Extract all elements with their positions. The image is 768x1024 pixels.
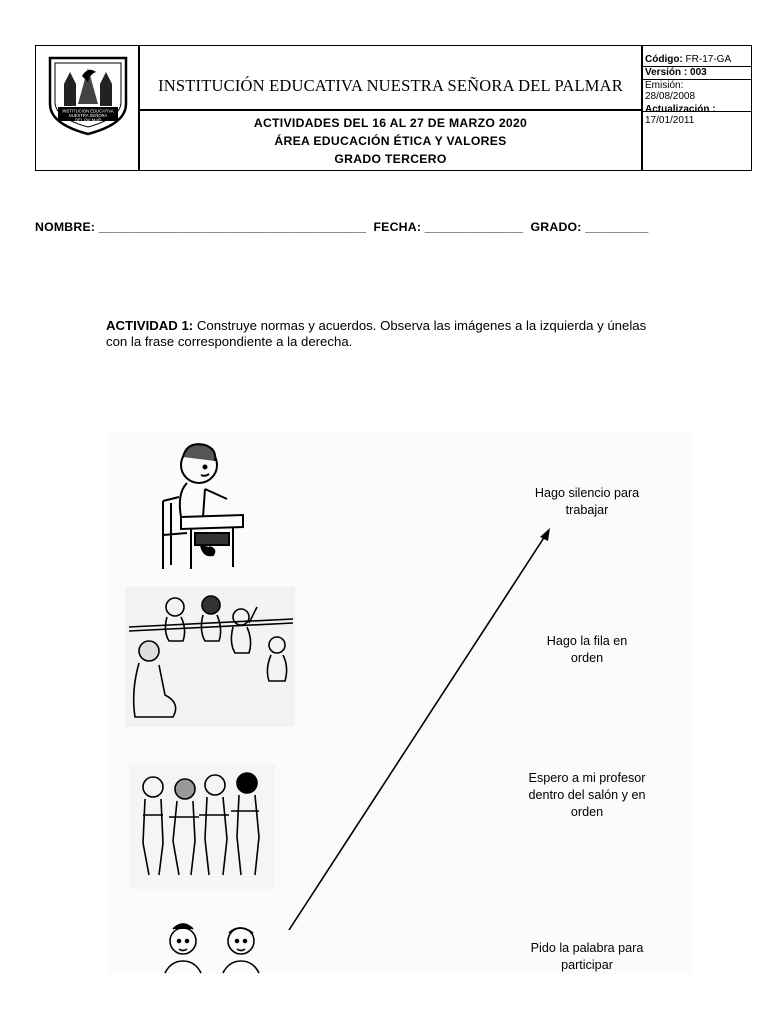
phrase-2-line-2: orden: [570, 651, 604, 665]
logo-cell: [35, 45, 140, 171]
phrase-3-line-1: Espero a mi profesor: [528, 771, 646, 785]
actualizacion-value: 17/01/2011: [645, 115, 695, 126]
activity-text: Construye normas y acuerdos. Observa las imágenes a la izquierda y únelas con la frase correspondiente a la derecha.: [106, 318, 647, 349]
phrase-1-line-2: trabajar: [565, 503, 609, 517]
subtitle-grade: GRADO TERCERO: [334, 152, 447, 166]
document-header: [35, 45, 750, 171]
logo-line-3: DEL PALMAR: [74, 117, 102, 123]
activity-label: ACTIVIDAD 1:: [106, 318, 194, 333]
emision-label: Emisión:: [645, 80, 684, 91]
actualizacion-label: Actualización :: [645, 104, 716, 115]
phrase-3-line-2: dentro del salón y en: [528, 788, 646, 802]
version-label: Versión :: [645, 67, 688, 78]
subtitle-dates: ACTIVIDADES DEL 16 AL 27 DE MARZO 2020: [253, 116, 528, 130]
institution-title-cell: [138, 45, 643, 111]
logo-line-1: INSTITUCION EDUCATIVA: [62, 108, 114, 114]
codigo-label: Código:: [645, 54, 683, 65]
institution-name: INSTITUCIÓN EDUCATIVA NUESTRA SEÑORA DEL PALMAR: [158, 76, 623, 95]
example-connection-arrow: [107, 433, 692, 974]
document-meta-cell: [641, 45, 752, 171]
phrase-4-line-1: Pido la palabra para: [530, 941, 644, 955]
phrase-4-line-2: participar: [561, 958, 613, 972]
arrow-head-icon: [540, 528, 550, 541]
phrase-2-line-1: Hago la fila en: [546, 634, 628, 648]
school-logo-seal: [44, 54, 132, 136]
subtitle-block: [139, 114, 642, 168]
logo-line-2: NUESTRA SEÑORA: [68, 113, 108, 118]
version-value: 003: [690, 67, 707, 78]
student-info-line: NOMBRE: ______________________________________ FECHA: ______________ GRADO: _________: [35, 220, 649, 234]
activity-subtitle-cell: [138, 109, 643, 171]
subtitle-area: ÁREA EDUCACIÓN ÉTICA Y VALORES: [274, 134, 507, 148]
phrase-1-line-1: Hago silencio para: [534, 486, 640, 500]
emision-value: 28/08/2008: [645, 91, 696, 102]
matching-exercise: [107, 433, 692, 974]
codigo-value: FR-17-GA: [685, 54, 732, 65]
phrase-3-line-3: orden: [570, 805, 604, 819]
document-meta: [645, 54, 751, 126]
activity-instructions: [106, 318, 666, 350]
